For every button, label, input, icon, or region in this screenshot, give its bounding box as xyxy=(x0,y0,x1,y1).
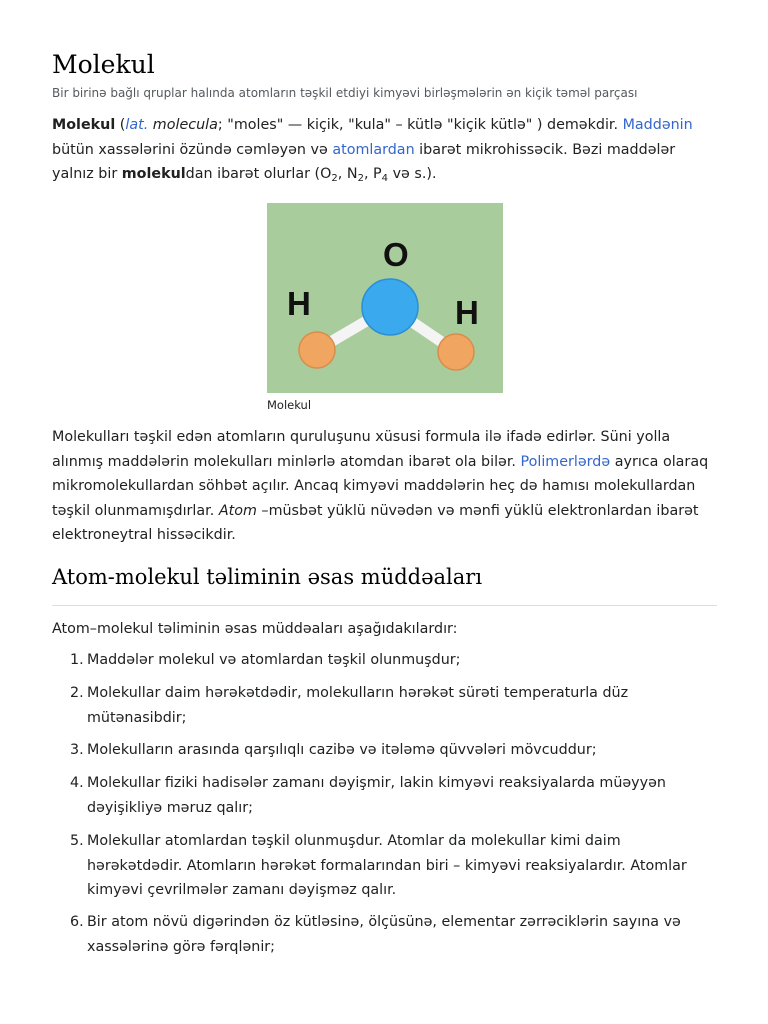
page-title: Molekul xyxy=(52,50,155,79)
oxygen-atom xyxy=(362,279,418,335)
list-number: 3. xyxy=(70,742,84,758)
intro-text: ; "moles" — kiçik, "kula" – kütlə "kiçik kütlə" ) deməkdir. xyxy=(217,117,623,133)
list-item-text: Molekullar fiziki hadisələr zamanı dəyişmir, lakin kimyəvi reaksiyalarda müəyyən dəyişikliyə məruz qalır; xyxy=(87,775,666,816)
list-item xyxy=(52,910,717,959)
paragraph-text: Molekulları təşkil edən atomların quruluşunu xüsusi formula ilə ifadə edirlər. Süni yolla alınmış maddələrin molekulları minlərlə atomdan ibarət ola bilər. xyxy=(52,429,671,470)
section-heading: Atom-molekul təliminin əsas müddəaları xyxy=(52,565,483,589)
oxygen-label: O xyxy=(383,236,409,273)
list-number: 1. xyxy=(70,652,84,668)
lat-link-label: lat. xyxy=(125,117,149,133)
list-item xyxy=(52,829,717,903)
list-item xyxy=(52,771,717,820)
water-molecule-figure[interactable] xyxy=(267,203,503,393)
list-item-text: Maddələr molekul və atomlardan təşkil olunmuşdur; xyxy=(87,652,461,668)
lat-link[interactable] xyxy=(125,117,148,133)
intro-paragraph xyxy=(52,113,717,187)
term-bold: Molekul xyxy=(52,117,116,133)
list-item xyxy=(52,681,717,730)
subscript: 4 xyxy=(381,173,389,184)
list-number: 6. xyxy=(70,914,84,930)
atom-italic: Atom xyxy=(218,502,257,519)
hydrogen-atom-right xyxy=(438,334,474,370)
subscript: 2 xyxy=(357,173,364,184)
subscript: 2 xyxy=(331,173,338,184)
water-molecule-diagram xyxy=(267,203,503,393)
paragraph-text: –müsbət yüklü nüvədən və mənfi yüklü elektronlardan ibarət elektroneytral hissəcikdir. xyxy=(52,502,699,543)
list-item-text: Molekulların arasında qarşılıqlı cazibə və itələmə qüvvələri mövcuddur; xyxy=(87,742,597,758)
atoms-link[interactable]: atomlardan xyxy=(332,141,415,158)
hydrogen-atom-left xyxy=(299,332,335,368)
intro-text: ( xyxy=(115,117,126,133)
list-item-text: Bir atom növü digərindən öz kütləsinə, ölçüsünə, elementar zərrəciklərin sayına və xassələrinə görə fərqlənir; xyxy=(87,914,681,955)
polymers-link[interactable]: Polimerlərdə xyxy=(520,453,611,470)
figure-caption: Molekul xyxy=(267,398,312,412)
description-paragraph xyxy=(52,425,717,548)
section-intro: Atom–molekul təliminin əsas müddəaları aşağıdakılardır: xyxy=(52,621,458,637)
latin-word: molecula xyxy=(148,117,218,133)
list-item xyxy=(52,648,717,673)
page-subtitle: Bir birinə bağlı qruplar halında atomların təşkil etdiyi kimyəvi birləşmələrin ən kiçik təməl parçası xyxy=(52,86,638,100)
section-divider xyxy=(52,605,717,606)
intro-text: bütün xassələrini özündə cəmləyən və xyxy=(52,141,333,158)
intro-text: , P xyxy=(363,166,382,182)
intro-text: ibarət mikrohissəcik. Bəzi maddələr yalnız bir xyxy=(52,141,676,182)
list-item-text: Molekullar daim hərəkətdədir, molekulların hərəkət sürəti temperaturla düz mütənasibdir; xyxy=(87,685,629,726)
list-number: 2. xyxy=(70,685,84,701)
hydrogen-label-right: H xyxy=(455,294,479,331)
intro-text: və s.). xyxy=(388,166,437,182)
list-number: 5. xyxy=(70,833,84,849)
matter-link[interactable]: Maddənin xyxy=(622,117,693,133)
list-item-text: Molekullar atomlardan təşkil olunmuşdur. Atomlar da molekullar kimi daim hərəkətdədir. Atomların hərəkət formalarından biri – kimyəvi reaksiyalardır. Atomlar kimyəvi çevrilmələr zamanı dəyişməz qalır. xyxy=(87,833,687,898)
hydrogen-label-left: H xyxy=(287,285,311,322)
intro-text: , N xyxy=(337,166,358,182)
paragraph-text: ayrıca olaraq mikromolekullardan söhbət açılır. Ancaq kimyəvi maddələrin heç də hamısı molekullardan təşkil olunmamışdırlar. xyxy=(52,453,709,519)
list-item xyxy=(52,738,717,763)
molecule-bold: molekul xyxy=(121,166,186,182)
intro-text: dan ibarət olurlar (O xyxy=(185,166,332,182)
list-number: 4. xyxy=(70,775,84,791)
